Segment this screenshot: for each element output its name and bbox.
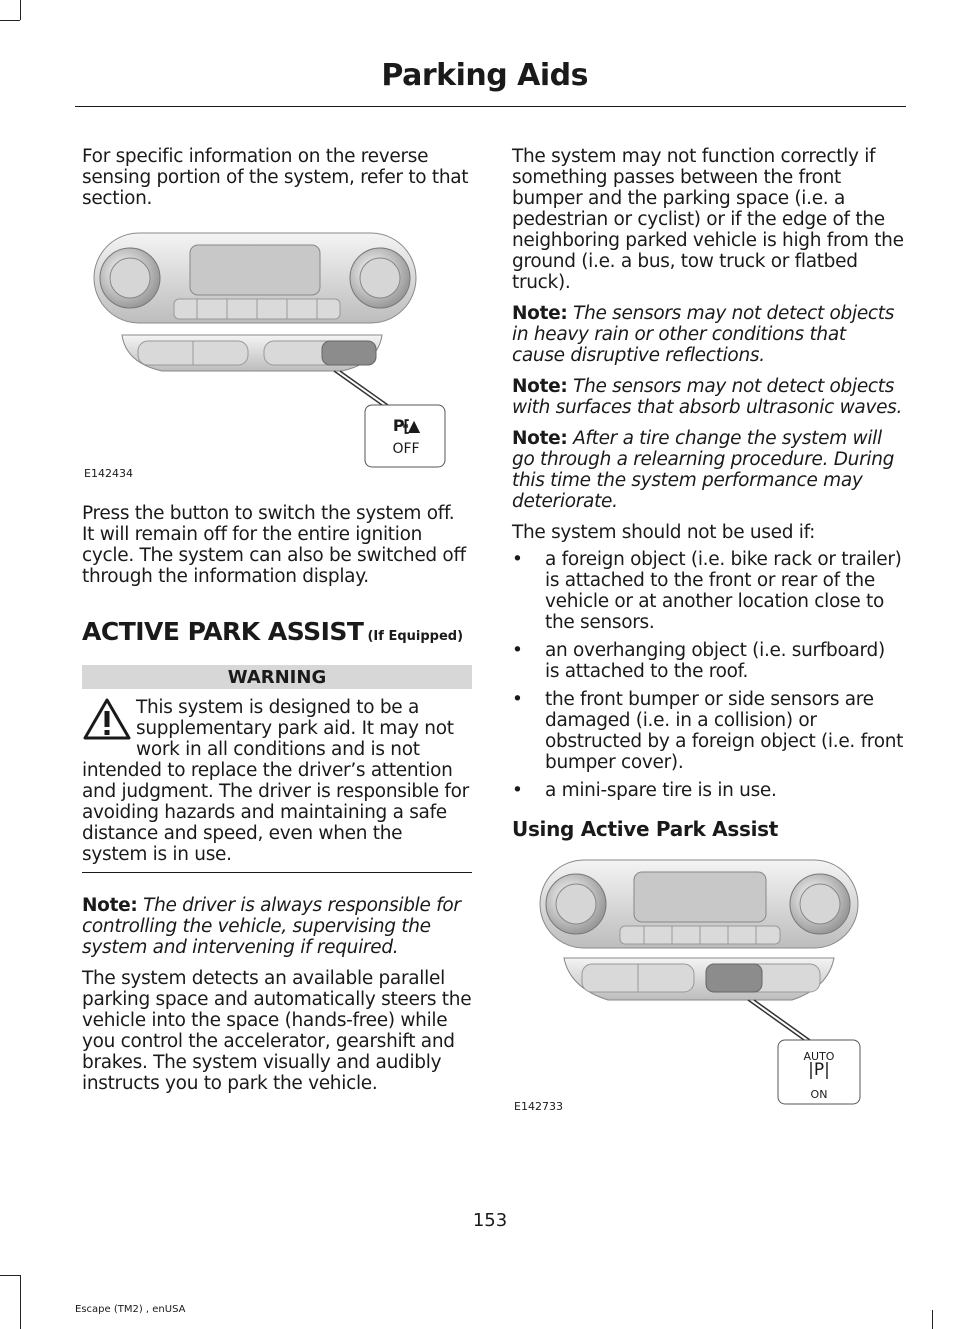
note-label: Note: [512,428,568,449]
sub-heading: Using Active Park Assist [512,817,778,841]
note-label: Note: [512,303,568,324]
note-label: Note: [512,376,568,397]
note-text: The sensors may not detect objects in heavy rain or other conditions that cause disruptive reflections. [512,303,895,366]
bullet-dot: • [512,780,523,801]
press-button-paragraph: Press the button to switch the system off. It will remain off for the entire ignition cycle. The system can also be switched off through the information display. [82,503,466,587]
warning-divider [82,872,472,873]
list-item [512,549,904,633]
note-tire-change [512,428,904,512]
crop-mark [0,20,20,21]
list-item-text: a mini-spare tire is in use. [545,780,777,801]
list-item-text: the front bumper or side sensors are damaged (i.e. in a collision) or obstructed by a foreign object (i.e. front bumper cover). [545,689,904,773]
crop-mark [20,0,21,20]
button-parking-symbol: P⹗▲ [392,416,420,435]
list-item-text: an overhanging object (i.e. surfboard) is attached to the roof. [545,640,885,682]
bullet-dot: • [512,549,523,570]
list-item [512,640,904,682]
note-driver [82,895,472,958]
figure-climate-panel-off [82,223,472,485]
list-item-text: a foreign object (i.e. bike rack or trailer) is attached to the front or rear of the vehicle or at another location close to the sensors. [545,549,902,633]
list-item [512,689,904,773]
not-used-intro: The system should not be used if: [512,522,816,543]
bullet-dot: • [512,689,523,710]
list-item [512,780,904,801]
page-title: Parking Aids [381,58,588,93]
note-text: After a tire change the system will go through a relearning procedure. During this time the system performance may deteriorate. [512,428,895,512]
not-used-list [512,549,904,801]
header-divider [75,106,906,107]
button-auto-label: AUTO [803,1050,835,1063]
warning-body [82,689,472,865]
figure-id: E142434 [84,467,133,480]
warning-triangle-icon [82,697,132,741]
crop-mark [20,1275,21,1329]
bullet-dot: • [512,640,523,661]
warning-banner: WARNING [82,665,472,689]
crop-mark [932,1310,933,1329]
page-number: 153 [472,1210,508,1231]
crop-mark [0,1275,20,1276]
document-info: Escape (TM2) , enUSA [75,1304,186,1315]
note-ultrasonic [512,376,904,418]
left-column [82,146,472,1104]
malfunction-paragraph: The system may not function correctly if something passes between the front bumper and the parking space (i.e. a pedestrian or cyclist) or if the edge of the neighboring parked vehicle is high from the ground (i.e. a bus, tow truck or flatbed truck). [512,146,904,293]
intro-paragraph: For specific information on the reverse sensing portion of the system, refer to that section. [82,146,469,209]
note-text: The driver is always responsible for controlling the vehicle, supervising the system and intervening if required. [82,895,461,958]
note-label: Note: [82,895,138,916]
warning-text: This system is designed to be a supplementary park aid. It may not work in all conditions and is not intended to replace the driver’s attention and judgment. The driver is responsible for avoiding hazards and maintaining a safe distance and speed, even when the system is in use. [82,697,469,865]
right-column [512,146,904,1116]
section-title: ACTIVE PARK ASSIST [82,617,364,646]
system-detects-paragraph: The system detects an available parallel parking space and automatically steers the vehicle into the space (hands-free) while you control the accelerator, gearshift and brakes. The system visually and audibly instructs you to park the vehicle. [82,968,472,1094]
section-qualifier: (If Equipped) [367,629,464,644]
button-on-label: ON [810,1088,828,1101]
figure-id: E142733 [514,1100,563,1113]
button-off-label: OFF [392,441,420,457]
button-park-symbol: |P| [808,1060,830,1080]
figure-climate-panel-auto [512,854,904,1116]
note-text: The sensors may not detect objects with surfaces that absorb ultrasonic waves. [512,376,903,418]
section-heading [82,617,472,647]
note-heavy-rain [512,303,904,366]
